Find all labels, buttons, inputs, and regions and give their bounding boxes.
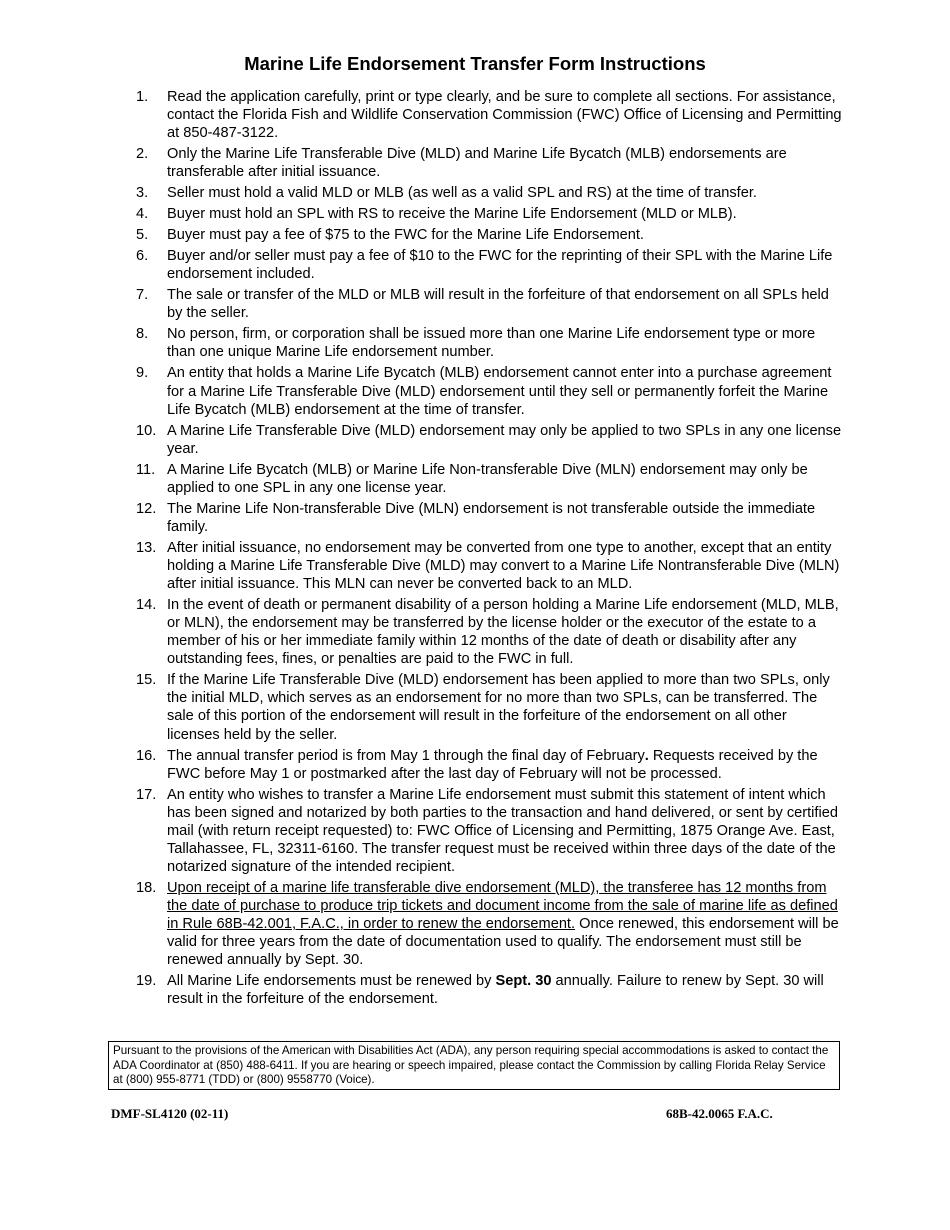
item-number: 6. — [136, 248, 149, 265]
item-text-bold: Sept. 30 — [495, 973, 552, 990]
item-text: No person, firm, or corporation shall be issued more than one Marine Life endorsement type or more than one unique Marine Life endorsement number. — [167, 326, 816, 361]
item-number: 14. — [136, 597, 157, 614]
form-number: DMF-SL4120 (02-11) — [111, 1106, 229, 1121]
item-text: Buyer and/or seller must pay a fee of $10 to the FWC for the reprinting of their SPL with the Marine Life endorsement included. — [167, 248, 833, 283]
item-number: 1. — [136, 89, 149, 105]
page-title: Marine Life Endorsement Transfer Form Instructions — [244, 53, 706, 74]
item-number: 4. — [136, 206, 149, 223]
item-number: 17. — [136, 786, 157, 803]
instruction-list — [136, 88, 842, 1011]
item-text: After initial issuance, no endorsement may be converted from one type to another, except that an entity holding a Marine Life Transferable Dive (MLD) may convert to a Marine Life Nontransferable Dive (MLN) after initial issuance. This MLN can never be converted back to an MLD. — [167, 539, 840, 593]
item-text-part: The annual transfer period is from May 1 through the final day of February — [167, 747, 645, 764]
list-item-18 — [136, 879, 842, 969]
list-item-17 — [136, 786, 842, 876]
list-item-13 — [136, 539, 842, 593]
item-text-part: annually. Failure to renew by Sept. 30 will result in the forfeiture of the endorsement. — [167, 973, 824, 1008]
list-item-15 — [136, 671, 842, 743]
list-item-11 — [136, 461, 842, 497]
item-number: 16. — [136, 747, 157, 764]
item-text — [167, 748, 818, 782]
item-text: Seller must hold a valid MLD or MLB (as well as a valid SPL and RS) at the time of transfer. — [167, 185, 757, 202]
item-text-bold: . — [644, 747, 649, 764]
item-text: The Marine Life Non-transferable Dive (MLN) endorsement is not transferable outside the immediate family. — [167, 500, 816, 535]
list-item-14 — [136, 596, 842, 668]
list-item-7 — [136, 286, 842, 322]
item-number: 13. — [136, 539, 157, 556]
list-item-4 — [136, 205, 842, 223]
item-text: The sale or transfer of the MLD or MLB will result in the forfeiture of that endorsement on all SPLs held by the seller. — [167, 287, 829, 322]
list-item-5 — [136, 226, 842, 244]
item-text: An entity who wishes to transfer a Marine Life endorsement must submit this statement of intent which has been signed and notarized by both parties to the transaction and hand delivered, or sent by certified mail (with return receipt requested) to: FWC Office of Licensing and Permitting, 1875 Orange Ave. East, Tallahassee, FL, 32311-6160. The transfer request must be received within three days of the date of the notarized signature of the intended recipient. — [167, 786, 838, 875]
item-text-part: Requests received by the FWC before May 1 or postmarked after the last day of February will not be processed. — [167, 747, 818, 782]
list-item-9 — [136, 364, 842, 418]
item-text: A Marine Life Transferable Dive (MLD) endorsement may only be applied to two SPLs in any one license year. — [167, 422, 842, 457]
ada-notice: Pursuant to the provisions of the American with Disabilities Act (ADA), any person requiring special accommodations is asked to contact the ADA Coordinator at (850) 488-6411. If you are hearing or speech impaired, please contact the Commission by calling Florida Relay Service at (800) 955-8771 (TDD) or (800) 9558770 (Voice). — [108, 1041, 840, 1090]
item-number: 12. — [136, 500, 157, 517]
item-text: An entity that holds a Marine Life Bycatch (MLB) endorsement cannot enter into a purchase agreement for a Marine Life Transferable Dive (MLD) endorsement until they sell or permanently forfeit the Marine Life Bycatch (MLB) endorsement at the time of transfer. — [167, 365, 832, 418]
item-text: In the event of death or permanent disability of a person holding a Marine Life endorsement (MLD, MLB, or MLN), the endorsement may be transferred by the license holder or the executor of the estate to a member of his or her immediate family within 12 months of the date of death or disability after any outstanding fees, fines, or penalties are paid to the FWC in full. — [167, 597, 839, 668]
list-item-12 — [136, 500, 842, 536]
item-number: 3. — [136, 185, 149, 202]
item-text: Only the Marine Life Transferable Dive (MLD) and Marine Life Bycatch (MLB) endorsements are transferable after initial issuance. — [167, 146, 787, 181]
list-item-10 — [136, 422, 842, 458]
item-text: If the Marine Life Transferable Dive (MLD) endorsement has been applied to more than two SPLs, only the initial MLD, which serves as an endorsement for no more than two SPLs, can be transferred. The sale of this portion of the endorsement will result in the forfeiture of the endorsement on all other licenses held by the seller. — [167, 672, 830, 743]
item-text-part: All Marine Life endorsements must be renewed by — [167, 973, 496, 990]
item-number: 5. — [136, 227, 149, 244]
item-number: 19. — [136, 973, 157, 990]
list-item-1 — [136, 88, 842, 142]
list-item-16 — [136, 747, 842, 783]
item-text — [167, 880, 839, 968]
item-number: 2. — [136, 146, 149, 163]
item-number: 8. — [136, 326, 149, 343]
item-number: 10. — [136, 422, 157, 439]
item-number: 18. — [136, 879, 157, 896]
list-item-8 — [136, 325, 842, 361]
list-item-19 — [136, 972, 842, 1008]
list-item-2 — [136, 145, 842, 181]
rule-reference: 68B-42.0065 F.A.C. — [666, 1106, 773, 1121]
item-number: 7. — [136, 287, 149, 304]
item-number: 15. — [136, 672, 157, 689]
item-text: Read the application carefully, print or type clearly, and be sure to complete all sections. For assistance, contact the Florida Fish and Wildlife Conservation Commission (FWC) Office of Licensing and Permitting at 850-487-3122. — [167, 89, 842, 142]
list-item-3 — [136, 184, 842, 202]
item-text: Buyer must hold an SPL with RS to receive the Marine Life Endorsement (MLD or MLB). — [167, 206, 737, 223]
list-item-6 — [136, 247, 842, 283]
item-number: 9. — [136, 365, 149, 382]
item-text: Buyer must pay a fee of $75 to the FWC for the Marine Life Endorsement. — [167, 227, 644, 244]
item-text: A Marine Life Bycatch (MLB) or Marine Life Non-transferable Dive (MLN) endorsement may only be applied to one SPL in any one license year. — [167, 461, 808, 496]
item-text-underlined: Upon receipt of a marine life transferable dive endorsement (MLD), the transferee has 12 months from the date of purchase to produce trip tickets and document income from the sale of marine life as defined in Rule 68B-42.001, F.A.C., in order to renew the endorsement. — [167, 879, 838, 933]
item-text — [167, 973, 824, 1007]
item-number: 11. — [136, 461, 156, 478]
item-text-part: Once renewed, this endorsement will be valid for three years from the date of documentation used to qualify. The endorsement must still be renewed annually by Sept. 30. — [167, 916, 839, 969]
